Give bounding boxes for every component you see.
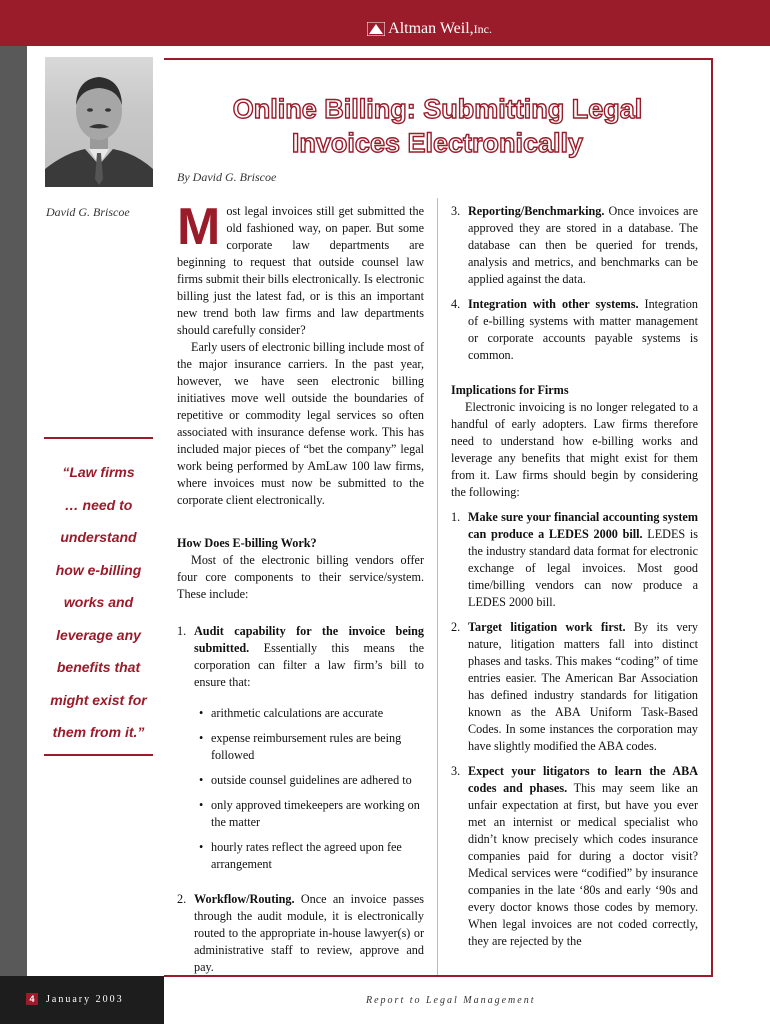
byline: By David G. Briscoe — [177, 170, 277, 184]
logo-suffix: Inc. — [473, 21, 492, 36]
list-item: 1. Make sure your financial accounting system can produce a LEDES 2000 bill. LEDES is the industry standard data format for electronic exchange of legal invoices. Most good time/billing vendors can now produce a LEDES 2000 bill. — [451, 510, 698, 609]
author-photo — [45, 57, 153, 187]
publisher-logo — [367, 20, 492, 38]
photo-caption: David G. Briscoe — [46, 205, 130, 219]
intro-paragraph: Most legal invoices still get submitted the old fashioned way, on paper. But some corporate law departments are beginning to request that outside counsel law firms submit their bills electronically. Is electronic billing just the latest fad, or is this an important new trend both law firms and law departments should carefully consider? — [177, 198, 424, 337]
drop-cap: M — [177, 198, 221, 256]
pull-quote-line: … need to — [64, 496, 133, 513]
bullet-item: • only approved timekeepers are working on the matter — [199, 798, 420, 829]
paragraph: Electronic invoicing is no longer relegated to a handful of early adopters. Law firms therefore need to understand how e-billing works and leverage any benefits that might exist for them from it. Law firms should begin by considering the following: — [451, 400, 698, 499]
frame-rule-top — [164, 58, 713, 60]
pull-quote-line: might exist for — [50, 691, 147, 708]
journal-name: Report to Legal Management — [366, 995, 536, 1006]
bullet-item: • outside counsel guidelines are adhered to — [199, 773, 412, 787]
pull-quote — [44, 456, 153, 749]
list-item: 3. Expect your litigators to learn the ABA codes and phases. This may seem like an unfair expectation at first, but have you ever met an internist or medical specialist who didn’t know precisely which codes insurance companies paid for during a doctor visit? Medical services were “codified” by insurance companies in the late ‘80s and early ‘90s and every doctor knows those codes by memory. When legal invoices are not coded correctly, they are rejected by the — [451, 764, 698, 948]
frame-rule-right — [711, 58, 713, 976]
page-title — [164, 92, 711, 160]
pull-quote-line: how e-billing — [55, 561, 142, 578]
title-line: Invoices Electronically — [291, 128, 584, 158]
triangle-logo-icon — [367, 22, 385, 36]
column-divider — [437, 198, 438, 975]
list-item: 2. Workflow/Routing. Once an invoice passes through the audit module, it is electronically routed to the appropriate in-house lawyer(s) or administrative staff to review, approve and pay. — [177, 892, 424, 974]
paragraph: Most of the electronic billing vendors offer four core components to their service/system. These include: — [177, 553, 424, 601]
bullet-item: • hourly rates reflect the agreed upon fee arrangement — [199, 840, 402, 871]
list-item: 1. Audit capability for the invoice being submitted. Essentially this means the corporation can filter a law firm’s bill to ensure that: — [177, 624, 424, 689]
pull-quote-line: them from it.” — [52, 724, 145, 740]
list-item: 4. Integration with other systems. Integration of e-billing systems with matter management or corporate accounts payable systems is common. — [451, 297, 698, 362]
header-bar — [0, 0, 770, 46]
pull-quote-line: leverage any — [56, 626, 141, 643]
left-column — [177, 198, 424, 976]
title-line: Online Billing: Submitting Legal — [232, 94, 643, 124]
section-heading: How Does E-billing Work? — [177, 536, 317, 550]
section-heading: Implications for Firms — [451, 383, 569, 397]
pullquote-rule-top — [44, 437, 153, 439]
logo-text: Altman Weil, — [388, 20, 474, 37]
pull-quote-line: works and — [63, 594, 134, 610]
page-number: 4 — [26, 993, 38, 1005]
bullet-item: • arithmetic calculations are accurate — [199, 706, 384, 720]
pull-quote-line: “Law firms — [62, 464, 135, 480]
issue-date: January 2003 — [46, 994, 124, 1005]
right-column — [451, 203, 698, 950]
pullquote-rule-bottom — [44, 754, 153, 756]
bullet-item: • expense reimbursement rules are being followed — [199, 731, 402, 762]
paragraph: Early users of electronic billing include most of the major insurance carriers. In the past year, however, we have seen electronic billing initiatives move well outside the boundaries of repetitive or commodity legal services so often associated with insurance defense work. This has included major pieces of “bet the company” legal work being performed by AmLaw 100 law firms, where invoices must now be submitted to the corporate client electronically. — [177, 340, 424, 507]
author-portrait-icon — [45, 57, 153, 187]
pull-quote-line: benefits that — [56, 659, 141, 675]
list-item: 2. Target litigation work first. By its very nature, litigation matters fall into distinct phases and tasks. This makes “coding” of time entries easier. The American Bar Association has defined industry standards for litigation known as the ABA Uniform Task-Based Codes. In some instances the corporation may have slightly modified the ABA codes. — [451, 620, 698, 753]
pull-quote-line: understand — [60, 529, 137, 545]
list-item: 3. Reporting/Benchmarking. Once invoices are approved they are stored in a database. The database can then be queried for trends, analysis and metrics, and benchmarks can be applied against the data. — [451, 204, 698, 286]
